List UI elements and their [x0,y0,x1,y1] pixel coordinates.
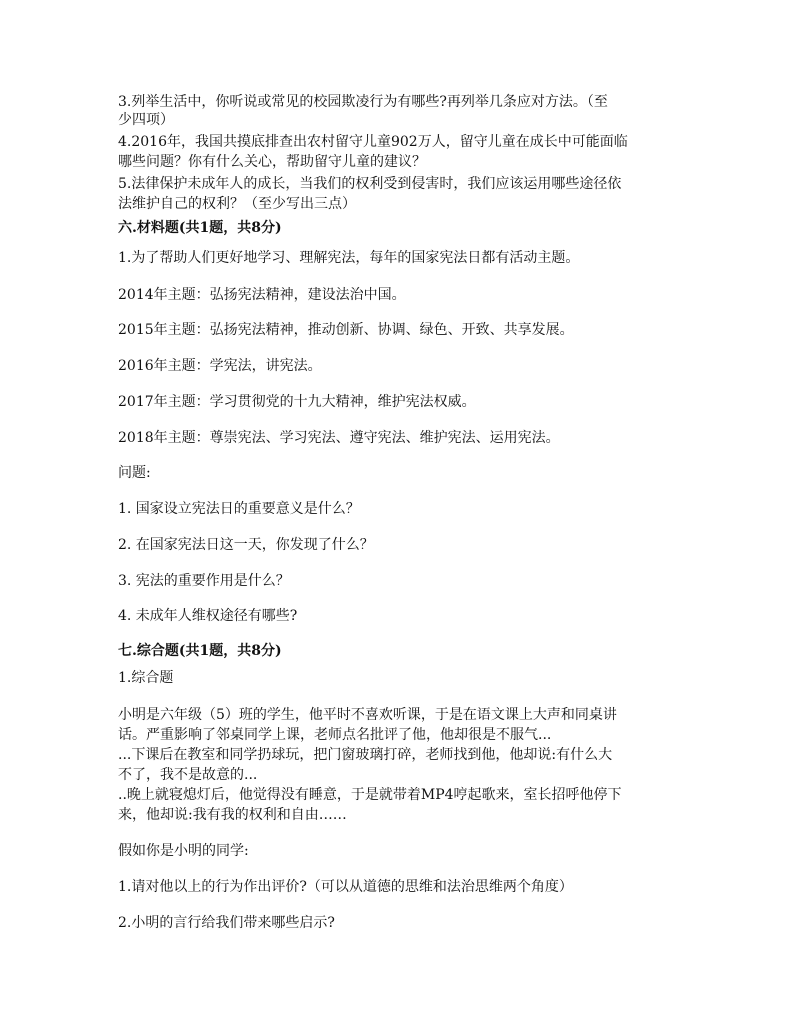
story-line-5: ..晚上就寝熄灯后，他觉得没有睡意，于是就带着MP4哼起歌来，室长招呼他停下 [118,787,622,803]
section-6-heading: 六.材料题(共1题，共8分) [118,220,282,236]
classmate-prompt: 假如你是小明的同学: [118,843,249,859]
section-7-heading: 七.综合题(共1题，共8分) [118,643,282,659]
story-line-3: ...下课后在教室和同学扔球玩，把门窗玻璃打碎，老师找到他，他却说:有什么大 [118,747,613,763]
material-question-3: 3. 宪法的重要作用是什么？ [118,573,290,589]
question-3-line-2: 少四项） [118,112,174,128]
question-4-line-2: 哪些问题？你有什么关心，帮助留守儿童的建议？ [118,154,426,170]
story-line-4: 不了，我不是故意的... [118,767,258,783]
material-question-4: 4. 未成年人维权途径有哪些? [118,608,298,624]
question-5-line-2: 法维护自己的权利？（至少写出三点） [118,196,356,212]
theme-2014: 2014年主题：弘扬宪法精神，建设法治中国。 [118,287,406,303]
question-3-line-1: 3.列举生活中，你听说或常见的校园欺凌行为有哪些?再列举几条应对方法。（至 [118,94,608,110]
question-5-line-1: 5.法律保护未成年人的成长，当我们的权利受到侵害时，我们应该运用哪些途径依 [118,176,622,192]
theme-2016: 2016年主题：学宪法，讲宪法。 [118,358,322,374]
story-line-2: 话。严重影响了邻桌同学上课，老师点名批评了他，他却很是不服气... [118,727,552,743]
comprehensive-sub: 1.综合题 [118,670,174,686]
comprehensive-question-2: 2.小明的言行给我们带来哪些启示? [118,915,335,931]
material-question-1: 1. 国家设立宪法日的重要意义是什么？ [118,501,360,517]
story-line-1: 小明是六年级（5）班的学生，他平时不喜欢听课，于是在语文课上大声和同桌讲 [118,707,617,723]
material-question-2: 2. 在国家宪法日这一天，你发现了什么？ [118,537,374,553]
material-intro: 1.为了帮助人们更好地学习、理解宪法，每年的国家宪法日都有活动主题。 [118,250,580,266]
story-line-6: 来，他却说:我有我的权利和自由…… [118,807,347,823]
theme-2015: 2015年主题：弘扬宪法精神，推动创新、协调、绿色、开致、共享发展。 [118,322,574,338]
question-4-line-1: 4.2016年，我国共摸底排查出农村留守儿童902万人，留守儿童在成长中可能面临 [118,134,628,150]
comprehensive-question-1: 1.请对他以上的行为作出评价?（可以从道德的思维和法治思维两个角度） [118,879,573,895]
theme-2018: 2018年主题：尊崇宪法、学习宪法、遵守宪法、维护宪法、运用宪法。 [118,430,560,446]
theme-2017: 2017年主题：学习贯彻党的十九大精神，维护宪法权威。 [118,394,476,410]
question-label: 问题: [118,465,151,481]
